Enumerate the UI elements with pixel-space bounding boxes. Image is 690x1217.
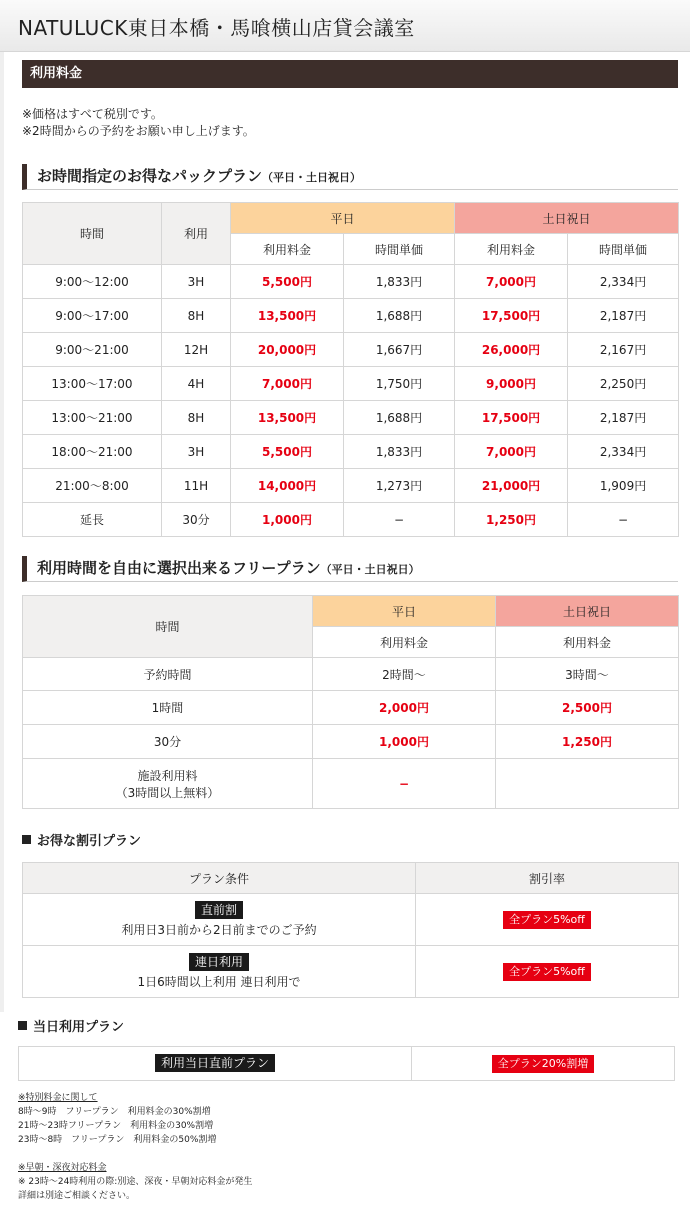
rate-cell: [412, 1047, 675, 1081]
late-fee-title: ※早朝・深夜対応料金: [18, 1163, 107, 1173]
price-cell: 5,500円: [231, 435, 344, 469]
col-header-unit: 時間単価: [568, 234, 679, 265]
note-line: ※価格はすべて税別です。: [22, 107, 163, 121]
time-cell: 21:00〜8:00: [23, 469, 162, 503]
time-cell: 9:00〜21:00: [23, 333, 162, 367]
col-header-fee: 利用料金: [496, 627, 679, 658]
table-row: [23, 503, 679, 537]
square-bullet-icon: [22, 835, 31, 844]
price-cell: 1,250円: [455, 503, 568, 537]
col-header-weekday: 平日: [313, 596, 496, 627]
unit-price-cell: 2,187円: [568, 299, 679, 333]
usage-cell: 30分: [162, 503, 231, 537]
table-row: [23, 469, 679, 503]
free-plan-heading: [22, 556, 678, 582]
col-header-fee: 利用料金: [313, 627, 496, 658]
square-bullet-icon: [18, 1021, 27, 1030]
plan-tag: 連日利用: [189, 953, 249, 971]
time-cell: 9:00〜12:00: [23, 265, 162, 299]
usage-cell: 3H: [162, 435, 231, 469]
unit-price-cell: 1,688円: [344, 299, 455, 333]
unit-price-cell: 1,688円: [344, 401, 455, 435]
note-line: 8時〜9時 フリープラン 利用料金の30%割増: [18, 1107, 211, 1117]
unit-price-cell: 1,273円: [344, 469, 455, 503]
rate-badge: 全プラン20%割増: [492, 1055, 594, 1073]
page-header: [0, 0, 690, 52]
page-title: NATULUCK東日本橋・馬喰横山店貸会議室: [18, 16, 415, 40]
price-cell: 5,500円: [231, 265, 344, 299]
price-cell: 20,000円: [231, 333, 344, 367]
table-cell: [496, 759, 679, 809]
unit-price-cell: 2,187円: [568, 401, 679, 435]
note-line: 23時〜8時 フリープラン 利用料金の50%割増: [18, 1135, 217, 1145]
special-fee-notes: [18, 1091, 216, 1147]
table-row-label: 1時間: [23, 691, 313, 725]
price-cell: 21,000円: [455, 469, 568, 503]
price-cell: 13,500円: [231, 401, 344, 435]
same-day-title: 当日利用プラン: [33, 1020, 125, 1035]
unit-price-cell: 2,334円: [568, 265, 679, 299]
price-cell: −: [313, 759, 496, 809]
note-line: 21時〜23時フリープラン 利用料金の30%割増: [18, 1121, 214, 1131]
col-header-fee: 利用料金: [455, 234, 568, 265]
price-notes: [22, 106, 255, 140]
table-row: [23, 946, 416, 998]
table-row-label: 30分: [23, 725, 313, 759]
table-row: [23, 894, 416, 946]
table-cell: 2時間〜: [313, 658, 496, 691]
unit-price-cell: 2,250円: [568, 367, 679, 401]
facility-fee-label: [23, 759, 313, 809]
plan-description: 利用日3日前から2日前までのご予約: [121, 923, 317, 937]
price-cell: 9,000円: [455, 367, 568, 401]
same-day-table: [18, 1046, 675, 1081]
usage-cell: 11H: [162, 469, 231, 503]
free-plan-title: 利用時間を自由に選択出来るフリープラン: [37, 559, 321, 577]
col-header-weekday: 平日: [231, 203, 455, 234]
col-header-time: 時間: [23, 596, 313, 658]
late-fee-notes: [18, 1161, 252, 1203]
col-header-unit: 時間単価: [344, 234, 455, 265]
table-row: [19, 1047, 412, 1081]
usage-cell: 12H: [162, 333, 231, 367]
left-rule: [0, 52, 4, 1012]
price-cell: 14,000円: [231, 469, 344, 503]
unit-price-cell: 1,833円: [344, 265, 455, 299]
col-header-rate: 割引率: [416, 863, 679, 894]
same-day-heading: [18, 1016, 124, 1035]
section-header: 利用料金: [22, 60, 678, 88]
unit-price-cell: 1,833円: [344, 435, 455, 469]
price-cell: 26,000円: [455, 333, 568, 367]
unit-price-cell: 2,334円: [568, 435, 679, 469]
price-cell: 1,250円: [496, 725, 679, 759]
table-row: [23, 333, 679, 367]
rate-badge: 全プラン5%off: [503, 963, 591, 981]
price-cell: 2,500円: [496, 691, 679, 725]
price-cell: 7,000円: [455, 265, 568, 299]
table-row: [23, 299, 679, 333]
table-row: [23, 367, 679, 401]
note-line: ※ 23時〜24時利用の際:別途、深夜・早朝対応料金が発生: [18, 1177, 253, 1187]
price-cell: 17,500円: [455, 401, 568, 435]
rate-cell: [416, 894, 679, 946]
col-header-time: 時間: [23, 203, 162, 265]
table-row: [23, 265, 679, 299]
note-line: ※2時間からの予約をお願い申し上げます。: [22, 124, 255, 138]
note-line: 詳細は別途ご相談ください。: [18, 1191, 136, 1201]
plan-tag: 直前割: [195, 901, 243, 919]
col-header-usage: 利用: [162, 203, 231, 265]
price-cell: 13,500円: [231, 299, 344, 333]
time-cell: 9:00〜17:00: [23, 299, 162, 333]
pack-plan-heading: [22, 164, 678, 190]
unit-price-cell: 1,667円: [344, 333, 455, 367]
special-fee-title: ※特別料金に関して: [18, 1093, 98, 1103]
time-cell: 13:00〜17:00: [23, 367, 162, 401]
facility-label-1: 施設利用料: [137, 768, 198, 783]
free-plan-subtitle: （平日・土日祝日）: [320, 563, 420, 576]
unit-price-cell: 1,750円: [344, 367, 455, 401]
price-cell: 7,000円: [231, 367, 344, 401]
unit-price-cell: −: [344, 503, 455, 537]
time-cell: 13:00〜21:00: [23, 401, 162, 435]
discount-title: お得な割引プラン: [37, 834, 142, 849]
col-header-condition: プラン条件: [23, 863, 416, 894]
discount-heading: [22, 830, 141, 849]
table-row: [23, 435, 679, 469]
table-row: [23, 401, 679, 435]
rate-badge: 全プラン5%off: [503, 911, 591, 929]
price-cell: 17,500円: [455, 299, 568, 333]
price-cell: 7,000円: [455, 435, 568, 469]
time-cell: 延長: [23, 503, 162, 537]
usage-cell: 8H: [162, 299, 231, 333]
plan-description: 1日6時間以上利用 連日利用で: [137, 975, 301, 989]
free-plan-table: [22, 595, 679, 809]
pack-plan-title: お時間指定のお得なパックプラン: [37, 167, 263, 185]
usage-cell: 3H: [162, 265, 231, 299]
price-cell: 2,000円: [313, 691, 496, 725]
plan-tag: 利用当日直前プラン: [155, 1054, 275, 1072]
table-row-label: 予約時間: [23, 658, 313, 691]
price-cell: 1,000円: [231, 503, 344, 537]
pack-plan-subtitle: （平日・土日祝日）: [262, 171, 362, 184]
price-cell: 1,000円: [313, 725, 496, 759]
table-cell: 3時間〜: [496, 658, 679, 691]
col-header-weekend: 土日祝日: [496, 596, 679, 627]
unit-price-cell: 1,909円: [568, 469, 679, 503]
facility-label-2: （3時間以上無料）: [115, 785, 220, 800]
col-header-fee: 利用料金: [231, 234, 344, 265]
unit-price-cell: −: [568, 503, 679, 537]
pack-plan-table: [22, 202, 679, 537]
usage-cell: 4H: [162, 367, 231, 401]
usage-cell: 8H: [162, 401, 231, 435]
rate-cell: [416, 946, 679, 998]
discount-table: [22, 862, 679, 998]
time-cell: 18:00〜21:00: [23, 435, 162, 469]
unit-price-cell: 2,167円: [568, 333, 679, 367]
col-header-weekend: 土日祝日: [455, 203, 679, 234]
